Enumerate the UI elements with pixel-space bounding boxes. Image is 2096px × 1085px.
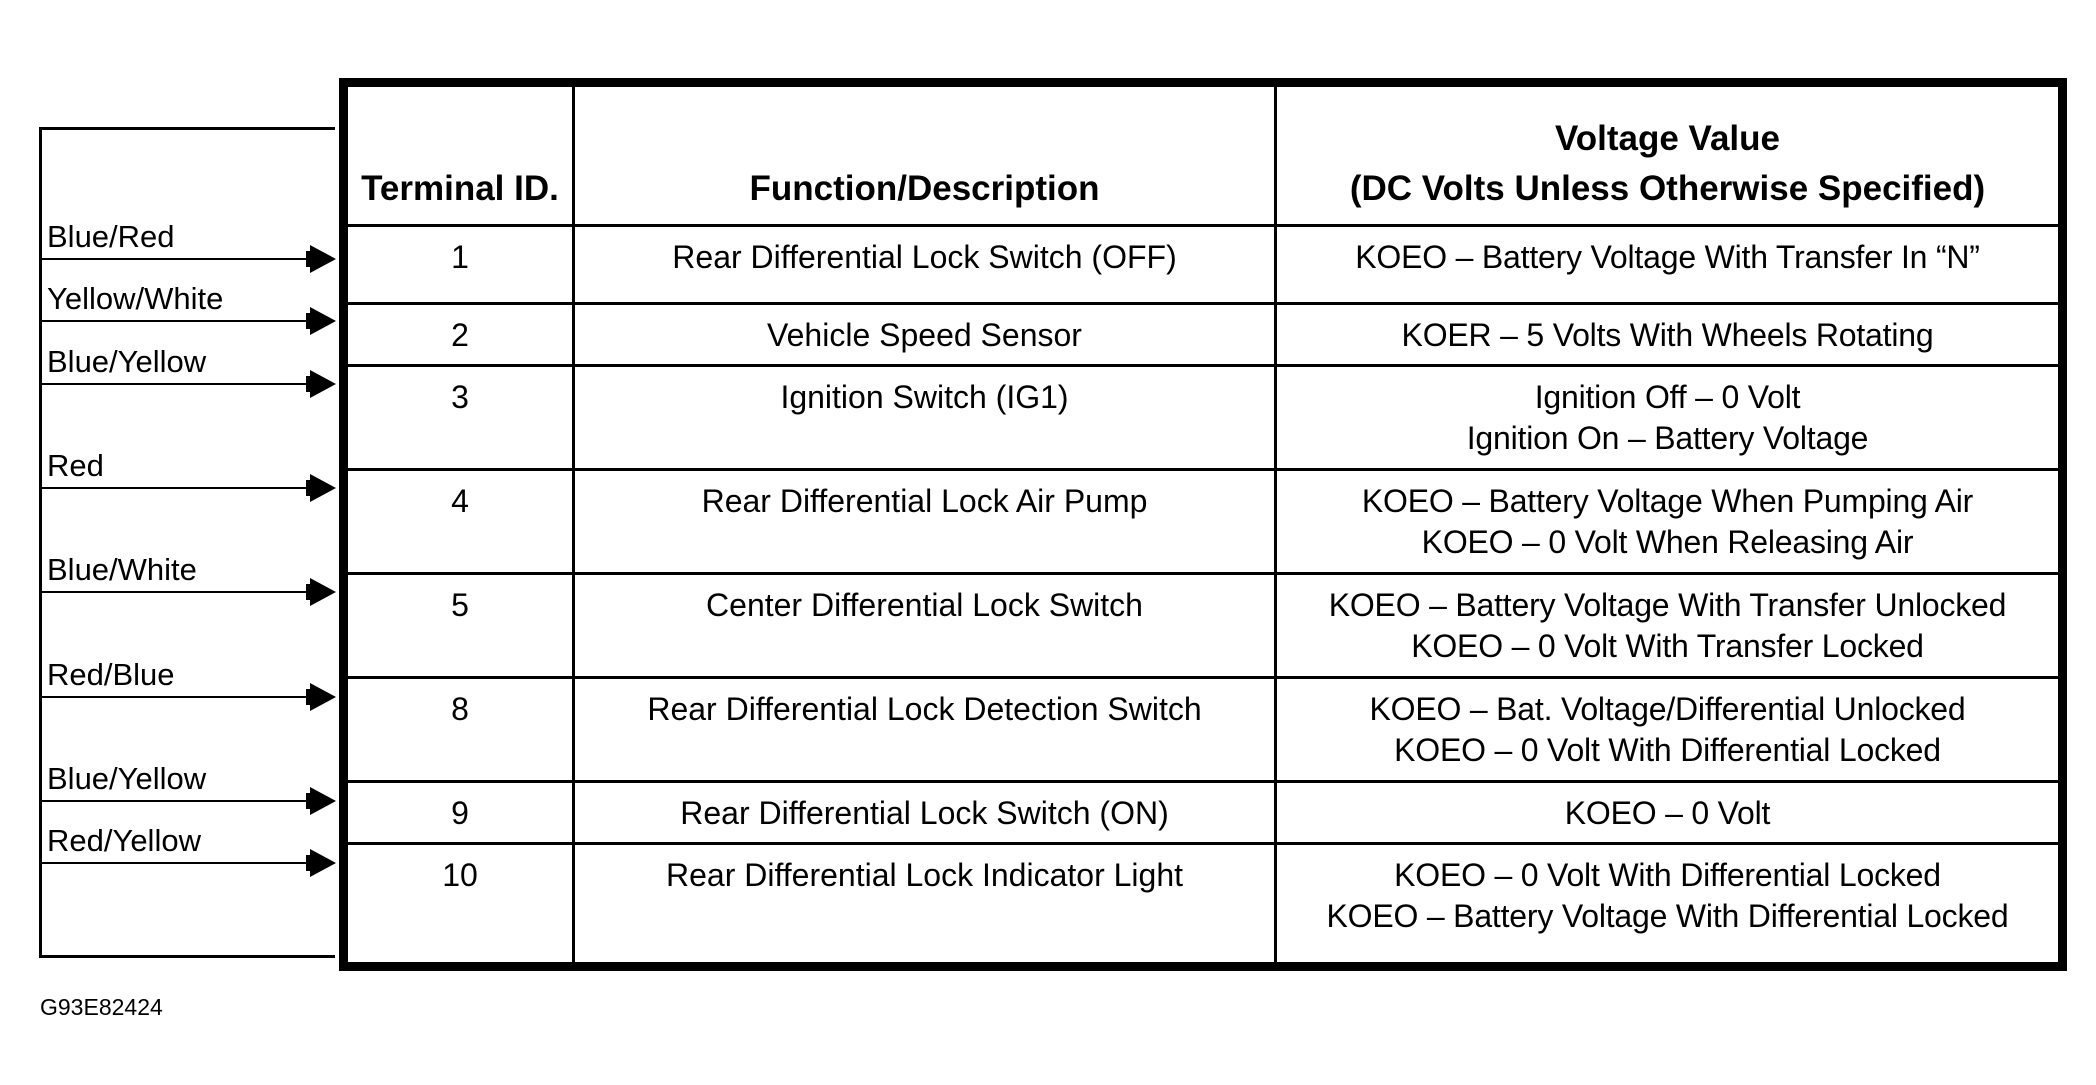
voltage-line: KOEO – 0 Volt With Differential Locked bbox=[1394, 857, 1941, 893]
table-row bbox=[347, 304, 2060, 366]
voltage-header bbox=[1276, 86, 2060, 226]
voltage-line: KOEO – Battery Voltage With Transfer Unlocked bbox=[1328, 587, 2007, 623]
terminal-id-cell: 8 bbox=[347, 678, 574, 782]
wire-color-label: Blue/White bbox=[47, 552, 197, 587]
function-cell: Rear Differential Lock Switch (OFF) bbox=[574, 226, 1276, 304]
wire-color-label: Blue/Yellow bbox=[47, 761, 207, 796]
arrow-right-icon bbox=[310, 474, 336, 502]
arrow-right-icon bbox=[310, 307, 336, 335]
voltage-line: KOEO – 0 Volt When Releasing Air bbox=[1421, 524, 1914, 560]
terminal-id-cell: 5 bbox=[347, 574, 574, 678]
voltage-line: KOEO – 0 Volt bbox=[1564, 795, 1771, 831]
terminal-id-header: Terminal ID. bbox=[347, 86, 574, 226]
terminal-id-cell: 10 bbox=[347, 844, 574, 964]
function-cell: Center Differential Lock Switch bbox=[574, 574, 1276, 678]
voltage-line: KOEO – 0 Volt With Differential Locked bbox=[1394, 732, 1941, 768]
wire-color-label: Red/Yellow bbox=[47, 823, 201, 858]
voltage-line: KOEO – Battery Voltage When Pumping Air bbox=[1361, 483, 1974, 519]
voltage-header-title: Voltage Value bbox=[1555, 119, 1780, 158]
terminal-id-cell: 1 bbox=[347, 226, 574, 304]
table-row bbox=[347, 678, 2060, 782]
function-cell: Vehicle Speed Sensor bbox=[574, 304, 1276, 366]
voltage-cell bbox=[1276, 844, 2060, 964]
function-header: Function/Description bbox=[574, 86, 1276, 226]
function-cell: Ignition Switch (IG1) bbox=[574, 366, 1276, 470]
wire-color-label: Red/Blue bbox=[47, 657, 175, 692]
voltage-line: KOEO – Battery Voltage With Differential Locked bbox=[1326, 898, 2009, 934]
arrow-right-icon bbox=[310, 787, 336, 815]
voltage-header-subtitle: (DC Volts Unless Otherwise Specified) bbox=[1349, 169, 1986, 208]
table-row bbox=[347, 366, 2060, 470]
voltage-cell bbox=[1276, 304, 2060, 366]
wire-color-label: Blue/Yellow bbox=[47, 344, 207, 379]
table-row bbox=[347, 844, 2060, 964]
voltage-line: Ignition Off – 0 Volt bbox=[1534, 379, 1801, 415]
voltage-line: KOER – 5 Volts With Wheels Rotating bbox=[1401, 317, 1934, 353]
function-cell: Rear Differential Lock Switch (ON) bbox=[574, 782, 1276, 844]
figure-id: G93E82424 bbox=[40, 994, 163, 1020]
table-row bbox=[347, 470, 2060, 574]
table-row bbox=[347, 226, 2060, 304]
voltage-cell bbox=[1276, 782, 2060, 844]
voltage-cell bbox=[1276, 366, 2060, 470]
arrow-right-icon bbox=[310, 849, 336, 877]
terminal-id-cell: 3 bbox=[347, 366, 574, 470]
wire-color-label: Blue/Red bbox=[47, 219, 175, 254]
arrow-right-icon bbox=[310, 683, 336, 711]
arrow-right-icon bbox=[310, 578, 336, 606]
table-row bbox=[347, 782, 2060, 844]
arrow-right-icon bbox=[310, 370, 336, 398]
table-row bbox=[347, 574, 2060, 678]
function-cell: Rear Differential Lock Indicator Light bbox=[574, 844, 1276, 964]
voltage-cell bbox=[1276, 470, 2060, 574]
arrow-right-icon bbox=[310, 245, 336, 273]
terminal-id-cell: 2 bbox=[347, 304, 574, 366]
terminal-id-cell: 9 bbox=[347, 782, 574, 844]
voltage-line: KOEO – Bat. Voltage/Differential Unlocked bbox=[1369, 691, 1966, 727]
function-cell: Rear Differential Lock Air Pump bbox=[574, 470, 1276, 574]
table-header-row bbox=[347, 86, 2060, 226]
terminal-id-cell: 4 bbox=[347, 470, 574, 574]
wire-color-label: Red bbox=[47, 448, 104, 483]
voltage-cell bbox=[1276, 226, 2060, 304]
voltage-cell bbox=[1276, 678, 2060, 782]
terminal-table bbox=[339, 78, 2067, 971]
voltage-line: KOEO – 0 Volt With Transfer Locked bbox=[1411, 628, 1924, 664]
wire-color-label: Yellow/White bbox=[47, 281, 224, 316]
function-cell: Rear Differential Lock Detection Switch bbox=[574, 678, 1276, 782]
voltage-line: Ignition On – Battery Voltage bbox=[1466, 420, 1869, 456]
voltage-cell bbox=[1276, 574, 2060, 678]
voltage-line: KOEO – Battery Voltage With Transfer In “N” bbox=[1355, 239, 1980, 275]
